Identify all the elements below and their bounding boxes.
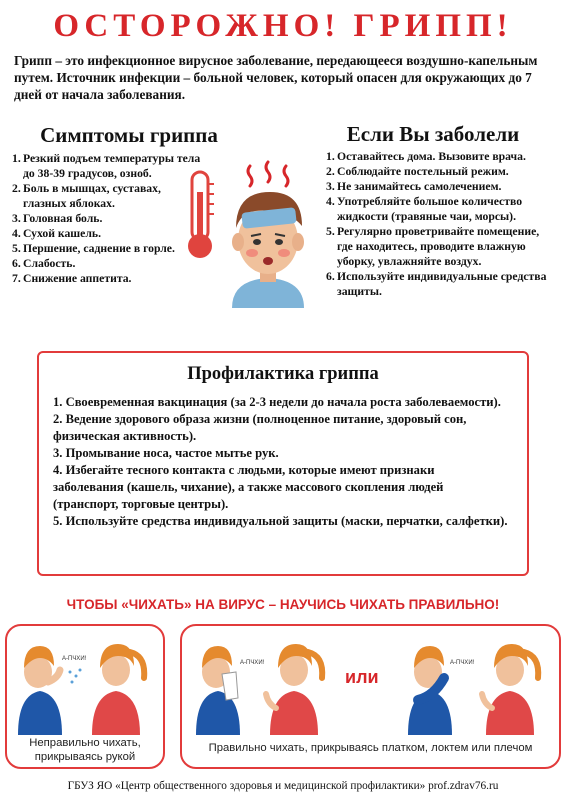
symptoms-heading: Симптомы гриппа (40, 123, 218, 147)
list-item: 3. Промывание носа, частое мытье рук. (53, 446, 279, 460)
prevention-heading: Профилактика гриппа (187, 364, 379, 384)
sneeze-sound-label: А-ПЧХИ! (240, 660, 265, 666)
sneeze-sound-label: А-ПЧХИ! (450, 660, 475, 666)
list-item: 6. Слабость. (12, 257, 76, 270)
list-item: 6. Используйте индивидуальные средства защиты. (326, 270, 547, 298)
list-item: 2. Соблюдайте постельный режим. (326, 165, 509, 178)
list-item: 5. Першение, саднение в горле. (12, 242, 175, 255)
elbow-sneeze-illustration (400, 630, 555, 735)
sick-person-illustration (180, 158, 330, 308)
list-item: 2. Ведение здорового образа жизни (полноценное питание, здоровый сон, физическая активность). (53, 412, 467, 443)
right-sneeze-caption: Правильно чихать, прикрываясь платком, локтем или плечом (208, 742, 533, 754)
list-item: 1. Резкий подъем температуры тела до 38-39 градусов, озноб. (12, 152, 201, 180)
sneeze-slogan: ЧТОБЫ «ЧИХАТЬ» НА ВИРУС – НАУЧИСЬ ЧИХАТЬ ПРАВИЛЬНО! (66, 597, 500, 612)
list-item: 1. Оставайтесь дома. Вызовите врача. (326, 150, 526, 163)
if-ill-list (326, 149, 556, 299)
thermometer-icon (188, 172, 214, 258)
list-item: 4. Употребляйте большое количество жидкости (травяные чаи, морсы). (326, 195, 523, 223)
list-item: 7. Снижение аппетита. (12, 272, 132, 285)
symptoms-list (12, 151, 202, 286)
handkerchief-sneeze-illustration (188, 630, 338, 735)
wrong-sneeze-caption: Неправильно чихать, прикрываясь рукой (29, 737, 141, 763)
sneeze-sound-label: А-ПЧХИ! (62, 656, 87, 662)
list-item: 4. Сухой кашель. (12, 227, 102, 240)
list-item: 5. Используйте средства индивидуальной защиты (маски, перчатки, салфетки). (53, 514, 508, 528)
footer-credit: ГБУЗ ЯО «Центр общественного здоровья и медицинской профилактики» prof.zdrav76.ru (67, 780, 499, 792)
list-item: 1. Своевременная вакцинация (за 2-3 недели до начала роста заболеваемости). (53, 395, 501, 409)
list-item: 3. Не занимайтесь самолечением. (326, 180, 502, 193)
prevention-list (53, 394, 508, 530)
poster-title: ОСТОРОЖНО! ГРИПП! (53, 8, 513, 44)
list-item: 5. Регулярно проветривайте помещение, где находитесь, проводите влажную уборку, увлажняйте воздух. (326, 225, 540, 268)
list-item: 2. Боль в мышцах, суставах, глазных яблоках. (12, 182, 161, 210)
wrong-sneeze-illustration (10, 630, 160, 735)
list-item: 3. Головная боль. (12, 212, 103, 225)
intro-paragraph: Грипп – это инфекционное вирусное заболевание, передающееся воздушно-капельным путем. Источник инфекции – больной человек, который опасен для окружающих до 7 дней от начала заболевания. (14, 53, 538, 102)
if-ill-heading: Если Вы заболели (346, 122, 520, 146)
list-item: 4. Избегайте тесного контакта с людьми, которые имеют признаки заболевания (кашель, чихание), а также массового скопления людей (транспорт, торговые центры). (53, 463, 444, 511)
or-label: или (345, 667, 379, 687)
